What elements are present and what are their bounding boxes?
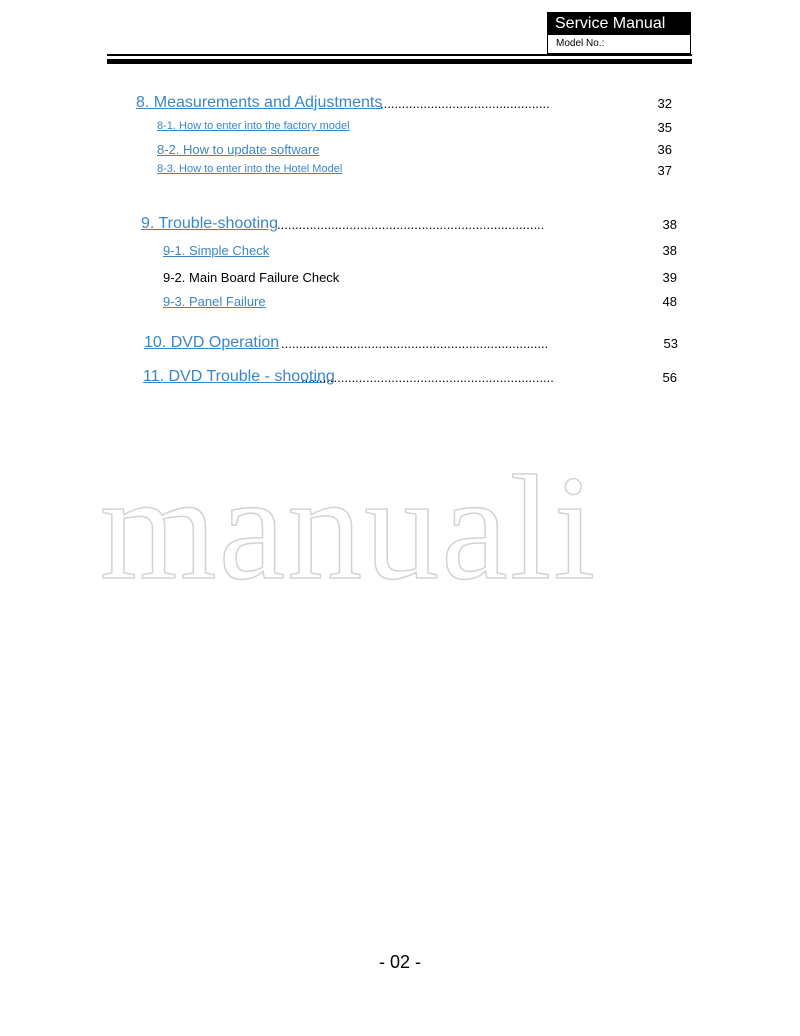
toc-page-8-3: 37 [657,163,672,178]
toc-leader-section-10: .......................................................................... [281,336,549,351]
model-number-label: Model No.: [556,38,605,49]
toc-link-section-8[interactable]: 8. Measurements and Adjustments [136,94,383,111]
toc-link-9-1[interactable]: 9-1. Simple Check [163,243,270,258]
page-number: - 02 - [378,952,421,972]
toc-page-section-11: 56 [662,370,677,385]
toc-page-8-1: 35 [657,120,672,135]
toc-link-8-3[interactable]: 8-3. How to enter into the Hotel Model [157,163,343,175]
toc-leader-section-9: .......................................................................... [277,217,545,232]
toc-leader-section-11: ...................................................................... [301,370,554,385]
toc-page-9-1: 38 [662,243,677,258]
toc-page-9-3: 48 [662,294,677,309]
toc-link-section-11[interactable]: 11. DVD Trouble - shooting [143,368,335,385]
toc-item-9-2: 9-2. Main Board Failure Check [163,270,340,285]
watermark-logo [100,452,700,592]
toc-leader-section-8: ............................................... [380,96,550,111]
toc-page-9-2: 39 [662,270,677,285]
header-rule-thick [107,59,692,64]
toc-link-section-9[interactable]: 9. Trouble-shooting [141,215,278,232]
header-rule-thin [107,54,692,56]
watermark-text: manuali [100,452,598,592]
header-title: Service Manual [547,12,691,35]
toc-link-section-10[interactable]: 10. DVD Operation [144,334,280,351]
toc-link-9-3[interactable]: 9-3. Panel Failure [163,294,266,309]
toc-page-section-8: 32 [657,96,672,111]
toc-page-section-10: 53 [663,336,678,351]
toc-page-8-2: 36 [657,142,672,157]
toc-page-section-9: 38 [662,217,677,232]
toc-link-8-2[interactable]: 8-2. How to update software [157,142,320,157]
toc-link-8-1[interactable]: 8-1. How to enter into the factory model [157,120,350,132]
